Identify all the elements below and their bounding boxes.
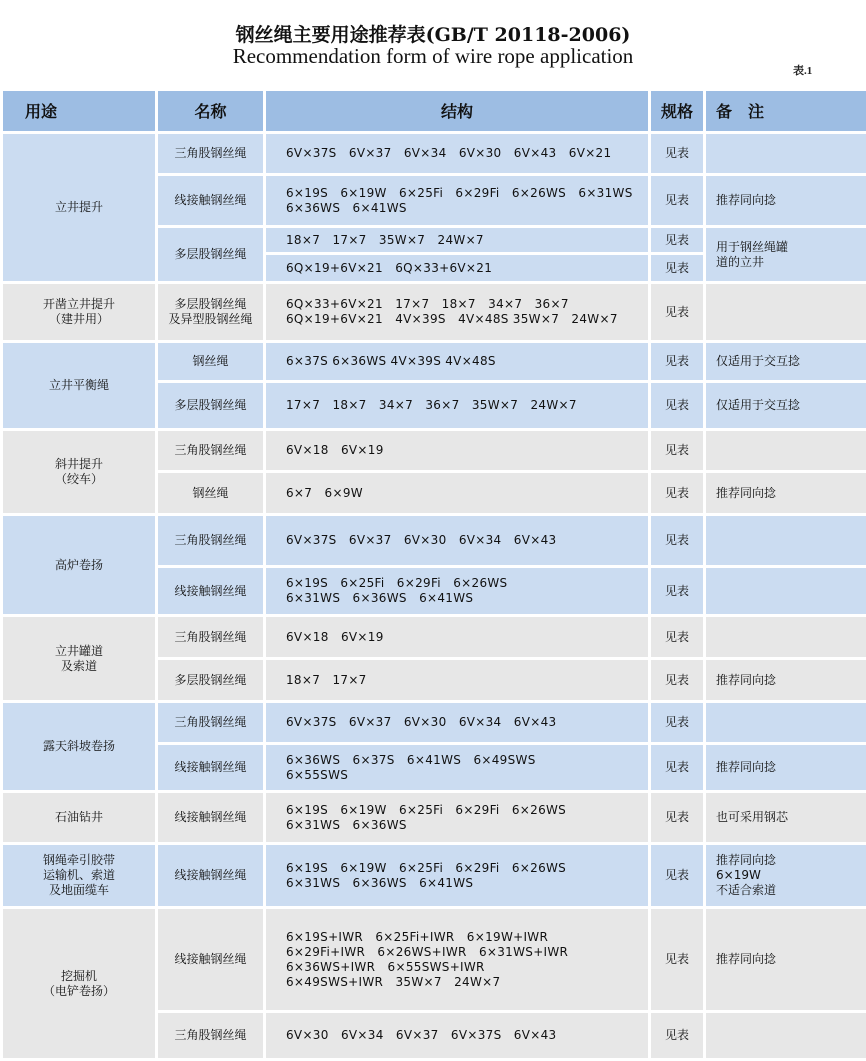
use-cell-line: 及索道 xyxy=(60,658,97,673)
name-cell xyxy=(157,702,265,744)
name-cell xyxy=(157,567,265,616)
use-cell-line: 高炉卷扬 xyxy=(54,557,103,572)
table-row xyxy=(2,133,866,175)
name-cell-line: 线接触钢丝绳 xyxy=(174,193,247,207)
use-cell xyxy=(2,616,157,702)
name-cell xyxy=(157,133,265,175)
table-row xyxy=(2,515,866,567)
structure-cell-line: 6Q×33+6V×21 17×7 18×7 34×7 36×7 xyxy=(286,297,569,311)
header-name: 名称 xyxy=(157,90,265,133)
name-cell xyxy=(157,616,265,659)
spec-cell: 见表 xyxy=(650,175,705,227)
structure-cell-line: 6×7 6×9W xyxy=(286,485,363,500)
structure-cell xyxy=(265,616,650,659)
spec-cell: 见表 xyxy=(650,472,705,515)
header-use: 用途 xyxy=(2,90,157,133)
spec-cell: 见表 xyxy=(650,702,705,744)
name-cell xyxy=(157,283,265,342)
name-cell-line: 钢丝绳 xyxy=(192,354,229,368)
spec-cell: 见表 xyxy=(650,254,705,283)
structure-cell xyxy=(265,227,650,254)
spec-cell: 见表 xyxy=(650,1012,705,1060)
spec-cell: 见表 xyxy=(650,659,705,702)
use-cell-line: 石油钻井 xyxy=(54,810,103,824)
structure-cell-line: 6×37S 6×36WS 4V×39S 4V×48S xyxy=(286,354,496,368)
name-cell xyxy=(157,342,265,382)
name-cell-line: 三角股钢丝绳 xyxy=(174,629,247,644)
structure-cell-line: 6V×30 6V×34 6V×37 6V×37S 6V×43 xyxy=(286,1028,557,1042)
use-cell-line: 斜井提升 xyxy=(54,457,103,471)
use-cell-line: 挖掘机 xyxy=(60,968,97,983)
structure-cell-line: 6×19S 6×19W 6×25Fi 6×29Fi 6×26WS xyxy=(286,860,567,875)
spec-cell: 见表 xyxy=(650,616,705,659)
structure-cell-line: 6V×18 6V×19 xyxy=(286,629,384,644)
name-cell xyxy=(157,472,265,515)
structure-cell-line: 6×29Fi+IWR 6×26WS+IWR 6×31WS+IWR xyxy=(286,944,569,959)
name-cell-line: 线接触钢丝绳 xyxy=(174,583,247,598)
table-row xyxy=(2,342,866,382)
use-cell xyxy=(2,792,157,844)
table-row xyxy=(2,616,866,659)
spec-cell: 见表 xyxy=(650,567,705,616)
note-cell xyxy=(705,342,866,382)
header-note: 备 注 xyxy=(705,90,866,133)
spec-cell: 见表 xyxy=(650,283,705,342)
structure-cell xyxy=(265,567,650,616)
structure-cell-line: 6×19S 6×19W 6×25Fi 6×29Fi 6×26WS xyxy=(286,802,567,817)
name-cell-line: 三角股钢丝绳 xyxy=(174,715,247,729)
structure-cell-line: 6×31WS 6×36WS 6×41WS xyxy=(286,875,474,890)
table-row xyxy=(2,792,866,844)
spec-cell: 见表 xyxy=(650,227,705,254)
name-cell-line: 线接触钢丝绳 xyxy=(174,760,247,774)
structure-cell xyxy=(265,133,650,175)
table-row xyxy=(2,908,866,1012)
structure-cell xyxy=(265,430,650,472)
use-cell-line: 及地面缆车 xyxy=(48,883,109,897)
note-cell xyxy=(705,472,866,515)
structure-cell xyxy=(265,659,650,702)
structure-cell xyxy=(265,175,650,227)
structure-cell-line: 6×36WS+IWR 6×55SWS+IWR xyxy=(286,959,485,974)
use-cell-line: 开凿立井提升 xyxy=(42,297,115,311)
spec-cell: 见表 xyxy=(650,844,705,908)
structure-cell-line: 6×31WS 6×36WS xyxy=(286,817,407,832)
note-cell-line: 推荐同向捻 xyxy=(716,485,777,500)
use-cell xyxy=(2,702,157,792)
note-cell-line: 不适合索道 xyxy=(716,883,777,897)
use-cell-line: 运输机、索道 xyxy=(42,868,115,882)
note-cell xyxy=(705,702,866,744)
name-cell-line: 多层股钢丝绳 xyxy=(174,398,247,412)
use-cell xyxy=(2,908,157,1060)
use-cell xyxy=(2,133,157,283)
name-cell xyxy=(157,515,265,567)
name-cell-line: 多层股钢丝绳 xyxy=(174,297,247,311)
use-cell-line: 立井平衡绳 xyxy=(48,378,109,392)
table-row xyxy=(2,702,866,744)
note-cell xyxy=(705,1012,866,1060)
table-row xyxy=(2,844,866,908)
structure-cell-line: 6V×37S 6V×37 6V×34 6V×30 6V×43 6V×21 xyxy=(286,146,612,160)
spec-cell: 见表 xyxy=(650,430,705,472)
use-cell-line: （绞车） xyxy=(54,472,103,486)
note-cell xyxy=(705,227,866,283)
structure-cell-line: 6×36WS 6×41WS xyxy=(286,200,407,215)
note-cell-line: 推荐同向捻 xyxy=(716,853,777,867)
note-cell xyxy=(705,616,866,659)
note-cell-line: 仅适用于交互捻 xyxy=(716,398,801,412)
structure-cell-line: 6Q×19+6V×21 4V×39S 4V×48S 35W×7 24W×7 xyxy=(286,312,618,326)
structure-cell-line: 6×49SWS+IWR 35W×7 24W×7 xyxy=(286,974,501,989)
note-cell xyxy=(705,430,866,472)
note-cell-line: 推荐同向捻 xyxy=(716,193,777,207)
structure-cell-line: 6Q×19+6V×21 6Q×33+6V×21 xyxy=(286,260,493,275)
spec-cell: 见表 xyxy=(650,792,705,844)
name-cell-line: 线接触钢丝绳 xyxy=(174,868,247,882)
page-title: 钢丝绳主要用途推荐表(GB/T 20118-2006) xyxy=(235,24,631,46)
note-cell xyxy=(705,382,866,430)
name-cell xyxy=(157,744,265,792)
name-cell xyxy=(157,908,265,1012)
name-cell xyxy=(157,1012,265,1060)
spec-cell: 见表 xyxy=(650,382,705,430)
name-cell xyxy=(157,227,265,283)
name-cell xyxy=(157,844,265,908)
note-cell xyxy=(705,844,866,908)
recommendation-table xyxy=(0,88,866,1061)
name-cell xyxy=(157,382,265,430)
name-cell-line: 三角股钢丝绳 xyxy=(174,533,247,547)
table-row xyxy=(2,430,866,472)
table-number: 表.1 xyxy=(793,65,813,77)
structure-cell-line: 17×7 18×7 34×7 36×7 35W×7 24W×7 xyxy=(286,398,577,412)
structure-cell xyxy=(265,515,650,567)
structure-cell-line: 6×19S 6×19W 6×25Fi 6×29Fi 6×26WS 6×31WS xyxy=(286,185,633,200)
header-row xyxy=(2,90,866,133)
use-cell xyxy=(2,430,157,515)
structure-cell-line: 6V×18 6V×19 xyxy=(286,443,384,457)
name-cell-line: 线接触钢丝绳 xyxy=(174,810,247,824)
note-cell-line: 仅适用于交互捻 xyxy=(716,354,801,368)
name-cell-line: 及异型股钢丝绳 xyxy=(168,312,253,326)
header-spec: 规格 xyxy=(650,90,705,133)
name-cell xyxy=(157,792,265,844)
structure-cell-line: 6×55SWS xyxy=(286,767,349,782)
structure-cell-line: 6×19S 6×25Fi 6×29Fi 6×26WS xyxy=(286,576,508,590)
note-cell xyxy=(705,567,866,616)
structure-cell xyxy=(265,472,650,515)
structure-cell xyxy=(265,744,650,792)
note-cell-line: 6×19W xyxy=(716,868,761,882)
spec-cell: 见表 xyxy=(650,342,705,382)
note-cell xyxy=(705,908,866,1012)
use-cell-line: 露天斜坡卷扬 xyxy=(42,739,115,753)
use-cell-line: （电铲卷扬） xyxy=(42,983,115,998)
structure-cell-line: 18×7 17×7 35W×7 24W×7 xyxy=(286,232,484,247)
structure-cell-line: 6V×37S 6V×37 6V×30 6V×34 6V×43 xyxy=(286,533,557,547)
name-cell-line: 三角股钢丝绳 xyxy=(174,146,247,160)
note-cell xyxy=(705,175,866,227)
note-cell xyxy=(705,792,866,844)
structure-cell xyxy=(265,1012,650,1060)
use-cell xyxy=(2,283,157,342)
name-cell-line: 三角股钢丝绳 xyxy=(174,443,247,457)
structure-cell-line: 6×36WS 6×37S 6×41WS 6×49SWS xyxy=(286,752,536,767)
name-cell xyxy=(157,659,265,702)
use-cell xyxy=(2,844,157,908)
page-subtitle: Recommendation form of wire rope application xyxy=(232,44,634,68)
note-cell xyxy=(705,283,866,342)
structure-cell xyxy=(265,792,650,844)
note-cell-line: 用于钢丝绳罐 xyxy=(716,239,789,254)
name-cell-line: 多层股钢丝绳 xyxy=(174,247,247,261)
structure-cell-line: 6V×37S 6V×37 6V×30 6V×34 6V×43 xyxy=(286,715,557,729)
table-row xyxy=(2,283,866,342)
spec-cell: 见表 xyxy=(650,133,705,175)
spec-cell: 见表 xyxy=(650,744,705,792)
structure-cell-line: 6×19S+IWR 6×25Fi+IWR 6×19W+IWR xyxy=(286,929,549,944)
note-cell-line: 道的立井 xyxy=(716,254,765,269)
use-cell xyxy=(2,515,157,616)
note-cell-line: 也可采用钢芯 xyxy=(716,810,789,824)
name-cell-line: 钢丝绳 xyxy=(192,485,229,500)
structure-cell-line: 6×31WS 6×36WS 6×41WS xyxy=(286,591,474,605)
name-cell-line: 多层股钢丝绳 xyxy=(174,672,247,687)
structure-cell xyxy=(265,844,650,908)
structure-cell-line: 18×7 17×7 xyxy=(286,672,367,687)
note-cell-line: 推荐同向捻 xyxy=(716,672,777,687)
spec-cell: 见表 xyxy=(650,515,705,567)
note-cell xyxy=(705,133,866,175)
note-cell xyxy=(705,744,866,792)
use-cell-line: 立井罐道 xyxy=(54,643,103,658)
structure-cell xyxy=(265,342,650,382)
structure-cell xyxy=(265,283,650,342)
structure-cell xyxy=(265,908,650,1012)
use-cell-line: 钢绳牵引胶带 xyxy=(42,853,115,867)
note-cell xyxy=(705,515,866,567)
name-cell-line: 线接触钢丝绳 xyxy=(174,952,247,966)
structure-cell xyxy=(265,382,650,430)
header-structure: 结构 xyxy=(265,90,650,133)
name-cell-line: 三角股钢丝绳 xyxy=(174,1028,247,1042)
use-cell xyxy=(2,342,157,430)
name-cell xyxy=(157,175,265,227)
structure-cell xyxy=(265,702,650,744)
note-cell-line: 推荐同向捻 xyxy=(716,760,777,774)
note-cell-line: 推荐同向捻 xyxy=(716,952,777,966)
use-cell-line: （建井用） xyxy=(48,312,109,326)
spec-cell: 见表 xyxy=(650,908,705,1012)
use-cell-line: 立井提升 xyxy=(54,200,103,214)
note-cell xyxy=(705,659,866,702)
name-cell xyxy=(157,430,265,472)
structure-cell xyxy=(265,254,650,283)
